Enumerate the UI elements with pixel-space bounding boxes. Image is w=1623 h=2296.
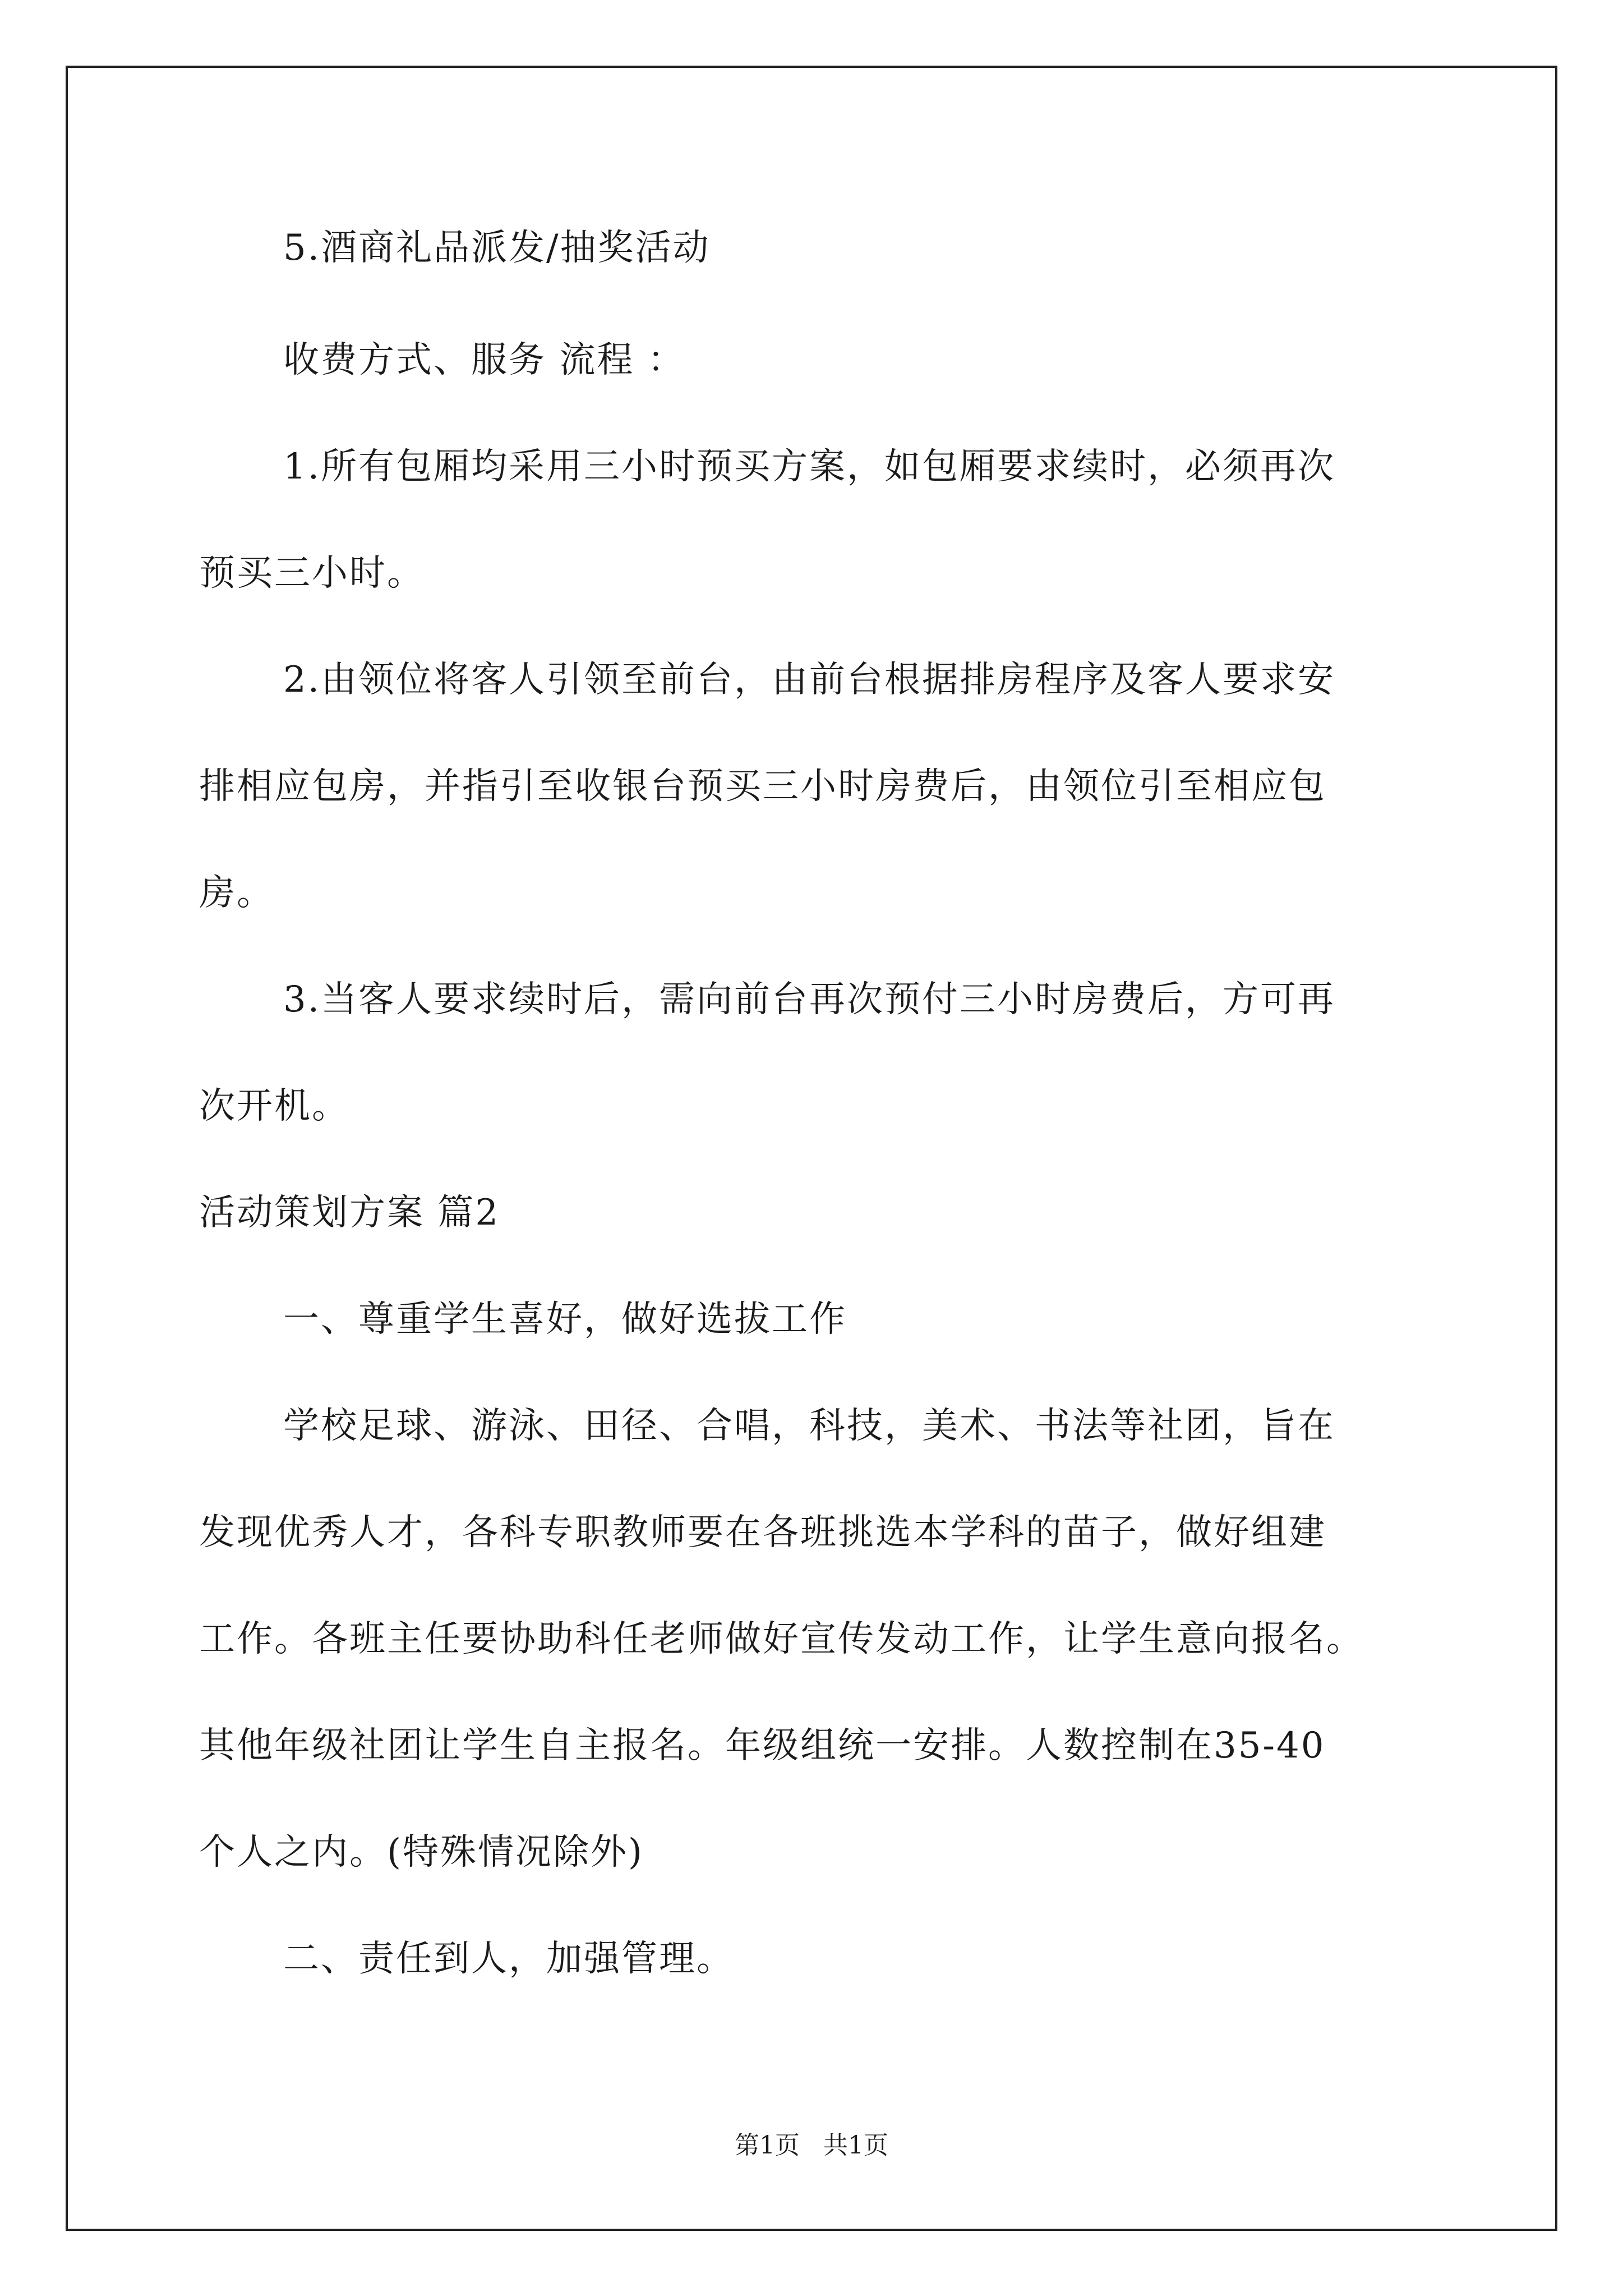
text-line: 个人之内。(特殊情况除外) [199,1832,644,1873]
page-number-total: 共1页 [823,2131,888,2160]
text-line: 房。 [199,872,274,914]
section-heading: 活动策划方案 篇2 [199,1192,500,1234]
text-line: 一、尊重学生喜好，做好选拔工作 [283,1299,847,1340]
text-line: 排相应包房，并指引至收银台预买三小时房费后，由领位引至相应包 [199,766,1326,807]
text-line: 2.由领位将客人引领至前台，由前台根据排房程序及客人要求安 [283,659,1336,701]
text-line: 学校足球、游泳、田径、合唱，科技，美术、书法等社团，旨在 [283,1405,1335,1447]
text-line: 收费方式、服务 流程 ： [283,339,685,381]
text-line: 3.当客人要求续时后，需向前台再次预付三小时房费后，方可再 [283,979,1336,1020]
text-line: 1.所有包厢均采用三小时预买方案，如包厢要求续时，必须再次 [283,446,1336,487]
text-line: 预买三小时。 [199,553,425,594]
text-line: 5.酒商礼品派发/抽奖活动 [283,227,711,269]
text-line: 二、责任到人，加强管理。 [283,1938,734,1980]
page-number-current: 第1页 [735,2131,800,2160]
text-line: 其他年级社团让学生自主报名。年级组统一安排。人数控制在35-40 [199,1725,1326,1766]
text-line: 次开机。 [199,1085,349,1127]
text-line: 发现优秀人才，各科专职教师要在各班挑选本学科的苗子，做好组建 [199,1512,1326,1553]
text-line: 工作。各班主任要协助科任老师做好宣传发动工作，让学生意向报名。 [199,1618,1364,1660]
page-border [66,66,1557,2231]
page-footer [0,2129,1623,2162]
